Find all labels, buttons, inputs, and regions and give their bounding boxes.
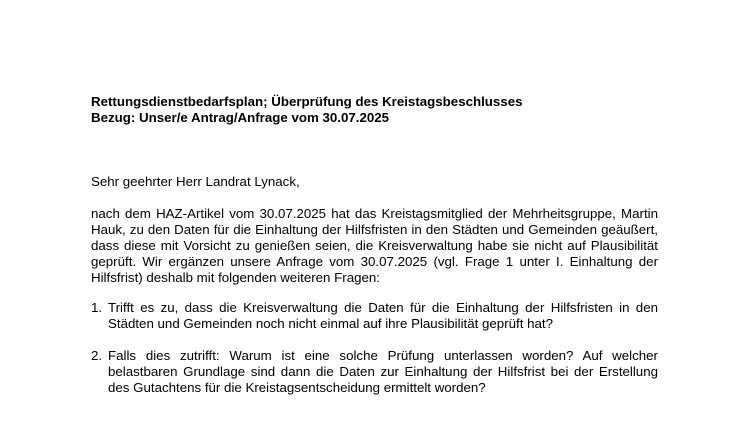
question-text: Trifft es zu, dass die Kreisverwaltung die Daten für die Einhaltung der Hilfsfristen in den Städten und Gemeinden noch nicht einmal auf ihre Plausibilität geprüft hat? (108, 300, 658, 331)
question-text: Falls dies zutrifft: Warum ist eine solche Prüfung unterlassen worden? Auf welcher belastbaren Grundlage sind dann die Daten zur Einhaltung der Hilfsfrist bei der Erstellung des Gutachtens für die Kreistagsentscheidung ermittelt worden? (108, 348, 658, 395)
question-number: 2. (91, 348, 103, 363)
subject-block (91, 94, 691, 126)
question-number: 1. (91, 300, 103, 315)
salutation: Sehr geehrter Herr Landrat Lynack, (91, 174, 300, 189)
subject-reference: Bezug: Unser/e Antrag/Anfrage vom 30.07.2025 (91, 110, 390, 125)
body-paragraph: nach dem HAZ-Artikel vom 30.07.2025 hat das Kreistagsmitglied der Mehrheitsgruppe, Martin Hauk, zu den Daten für die Einhaltung der Hilfsfristen in den Städten und Gemeinden geäußert, dass diese mit Vorsicht zu genießen seien, die Kreisverwaltung habe sie nicht auf Plausibilität geprüft. Wir ergänzen unsere Anfrage vom 30.07.2025 (vgl. Frage 1 unter I. Einhaltung der Hilfsfrist) deshalb mit folgenden weiteren Fragen: (91, 206, 658, 285)
subject-title: Rettungsdienstbedarfsplan; Überprüfung des Kreistagsbeschlusses (91, 94, 523, 109)
